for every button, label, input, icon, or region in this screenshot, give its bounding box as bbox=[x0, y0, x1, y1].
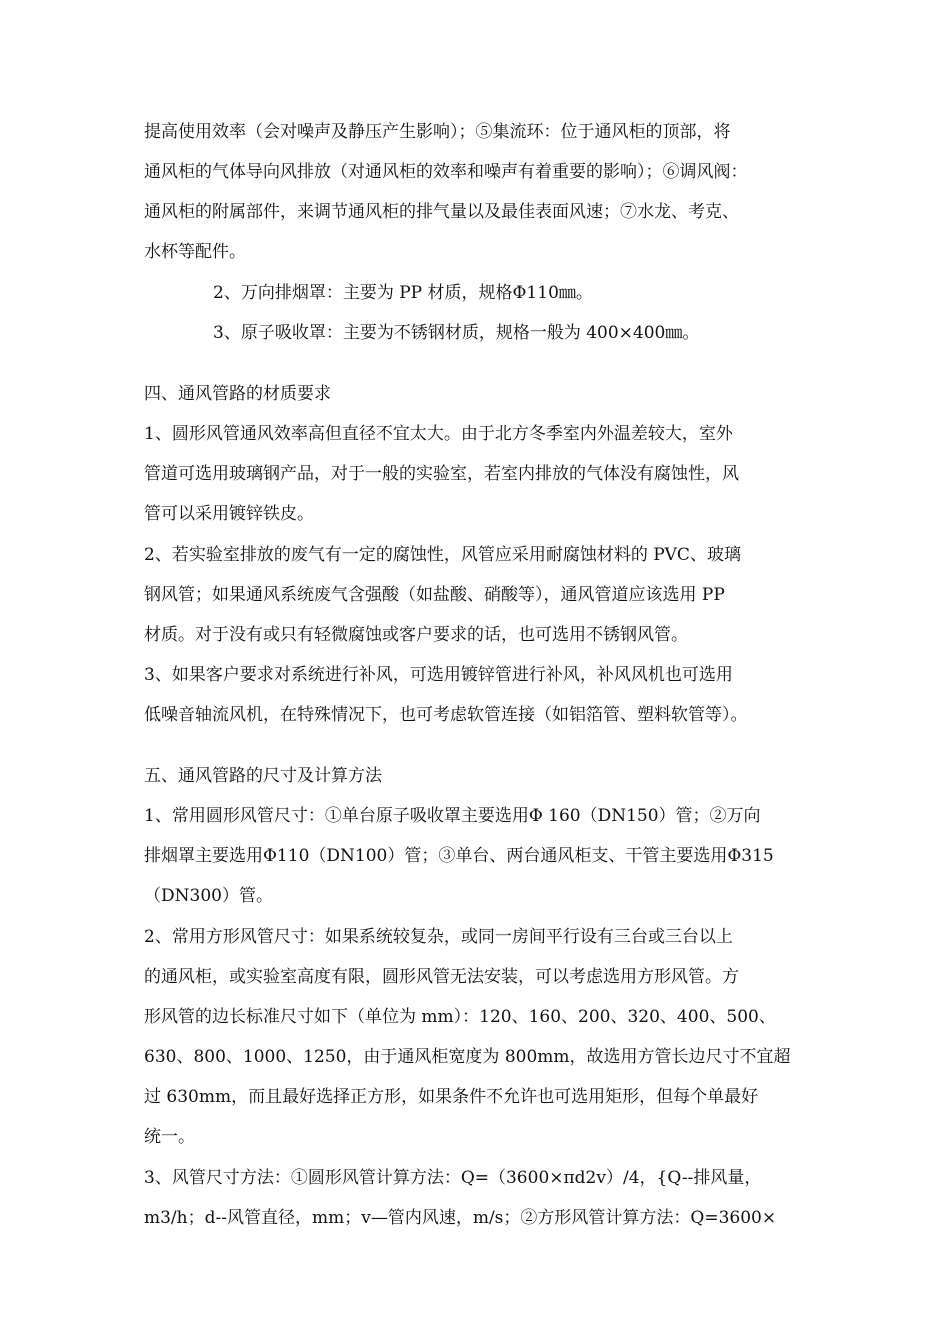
list-item: 2、万向排烟罩：主要为 PP 材质，规格Φ110㎜。 bbox=[213, 283, 593, 303]
text-line: 钢风管；如果通风系统废气含强酸（如盐酸、硝酸等），通风管道应该选用 PP bbox=[144, 585, 725, 605]
text-line: m3/h；d--风管直径，mm；v—管内风速，m/s；②方形风管计算方法：Q=3600× bbox=[144, 1208, 777, 1228]
text-line: 排烟罩主要选用Φ110（DN100）管；③单台、两台通风柜支、干管主要选用Φ315 bbox=[144, 846, 774, 866]
text-line: 通风柜的附属部件，来调节通风柜的排气量以及最佳表面风速；⑦水龙、考克、 bbox=[144, 202, 739, 222]
text-line: 材质。对于没有或只有轻微腐蚀或客户要求的话，也可选用不锈钢风管。 bbox=[144, 625, 688, 645]
text-line: 3、风管尺寸方法：①圆形风管计算方法：Q=（3600×πd2v）/4，{Q--排风量， bbox=[144, 1168, 762, 1188]
text-line: 水杯等配件。 bbox=[144, 242, 246, 262]
section-heading: 四、通风管路的材质要求 bbox=[144, 384, 331, 404]
text-line: 1、圆形风管通风效率高但直径不宜太大。由于北方冬季室内外温差较大，室外 bbox=[144, 424, 733, 444]
text-line: 通风柜的气体导向风排放（对通风柜的效率和噪声有着重要的影响）；⑥调风阀： bbox=[144, 162, 748, 182]
text-line: 2、若实验室排放的废气有一定的腐蚀性，风管应采用耐腐蚀材料的 PVC、玻璃 bbox=[144, 545, 741, 565]
text-line: 统一。 bbox=[144, 1127, 195, 1147]
text-line: 过 630mm，而且最好选择正方形，如果条件不允许也可选用矩形，但每个单最好 bbox=[144, 1087, 759, 1107]
text-line: 的通风柜，或实验室高度有限，圆形风管无法安装，可以考虑选用方形风管。方 bbox=[144, 967, 739, 987]
text-line: 1、常用圆形风管尺寸：①单台原子吸收罩主要选用Φ 160（DN150）管；②万向 bbox=[144, 806, 761, 826]
text-line: 低噪音轴流风机，在特殊情况下，也可考虑软管连接（如铝箔管、塑料软管等）。 bbox=[144, 705, 748, 725]
section-heading: 五、通风管路的尺寸及计算方法 bbox=[144, 766, 382, 786]
text-line: 3、如果客户要求对系统进行补风，可选用镀锌管进行补风，补风风机也可选用 bbox=[144, 665, 733, 685]
text-line: 630、800、1000、1250，由于通风柜宽度为 800mm，故选用方管长边尺寸不宜超 bbox=[144, 1047, 791, 1067]
text-line: 2、常用方形风管尺寸：如果系统较复杂，或同一房间平行设有三台或三台以上 bbox=[144, 927, 733, 947]
list-item: 3、原子吸收罩：主要为不锈钢材质，规格一般为 400×400㎜。 bbox=[213, 323, 700, 343]
text-line: 形风管的边长标准尺寸如下（单位为 mm）：120、160、200、320、400、500、 bbox=[144, 1007, 776, 1027]
text-line: （DN300）管。 bbox=[144, 886, 273, 906]
text-line: 管道可选用玻璃钢产品，对于一般的实验室，若室内排放的气体没有腐蚀性，风 bbox=[144, 464, 739, 484]
text-line: 提高使用效率（会对噪声及静压产生影响）；⑤集流环：位于通风柜的顶部，将 bbox=[144, 122, 731, 142]
text-line: 管可以采用镀锌铁皮。 bbox=[144, 504, 314, 524]
